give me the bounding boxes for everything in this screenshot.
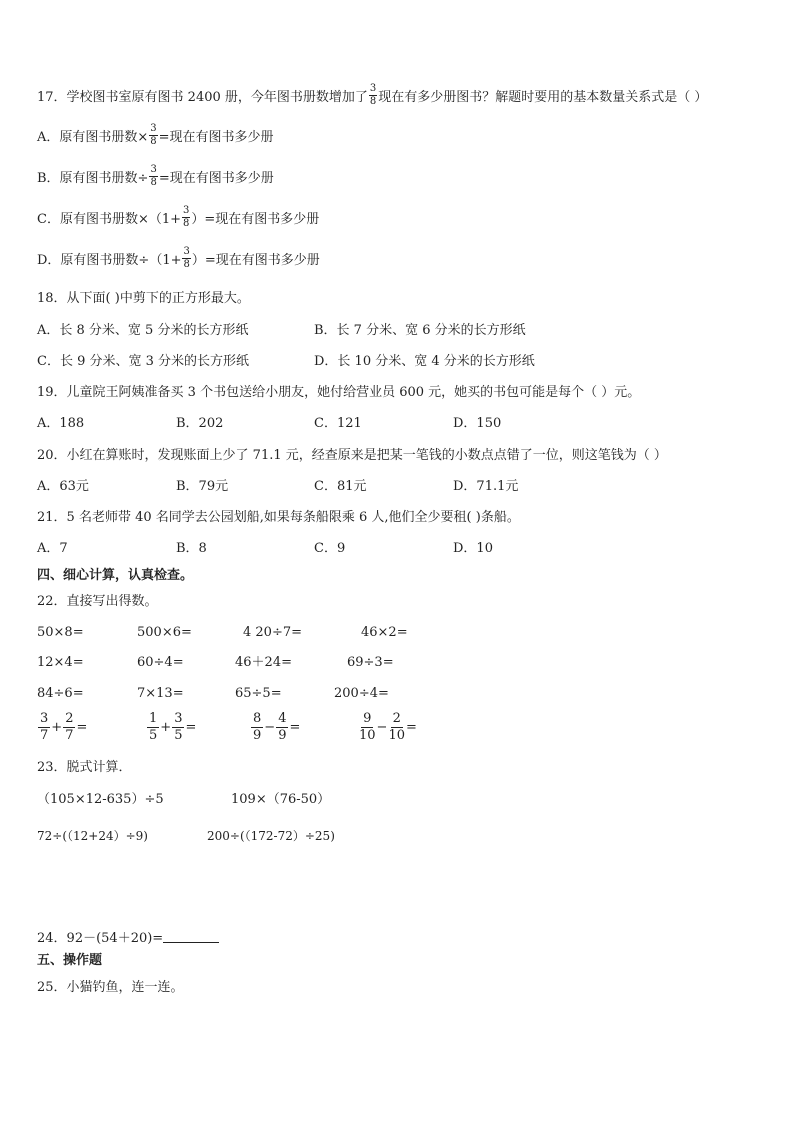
q24-text: 24．92－(54＋20)= <box>37 931 164 946</box>
fraction <box>182 247 190 270</box>
q22-item: 46×2= <box>361 625 408 640</box>
section-4-heading: 四、细心计算，认真检查。 <box>37 568 194 583</box>
q22-item: 500×6= <box>137 625 192 640</box>
fraction <box>359 712 376 742</box>
denominator: 5 <box>174 728 183 743</box>
numerator: 3 <box>150 123 157 134</box>
q22-fraction-item <box>146 712 196 742</box>
denominator: 8 <box>150 177 157 188</box>
q18-option-b[interactable]: B．长 7 分米、宽 6 分米的长方形纸 <box>314 323 526 338</box>
equals: = <box>185 719 197 735</box>
denominator: 7 <box>40 728 49 743</box>
q17-option-a[interactable] <box>37 124 274 147</box>
equals: = <box>406 719 417 735</box>
fraction <box>147 712 159 742</box>
numerator: 2 <box>65 711 74 726</box>
numerator: 3 <box>183 246 190 257</box>
fraction <box>388 712 405 742</box>
q19-option-a[interactable]: A．188 <box>37 416 85 431</box>
q20-option-b[interactable]: B．79元 <box>176 479 229 494</box>
q22-item: 46＋24= <box>235 655 292 670</box>
fraction <box>149 165 157 188</box>
denominator: 8 <box>183 218 190 229</box>
q21-option-c[interactable]: C．9 <box>314 541 346 556</box>
denominator: 10 <box>388 728 405 743</box>
option-text: A．原有图书册数× <box>37 130 149 145</box>
q20-option-a[interactable]: A．63元 <box>37 479 89 494</box>
numerator: 4 <box>278 711 287 726</box>
denominator: 8 <box>369 96 377 107</box>
q17-stem-part-a: 17．学校图书室原有图书 2400 册，今年图书册数增加了 <box>37 90 368 105</box>
q19-stem: 19．儿童院王阿姨准备买 3 个书包送给小朋友，她付给营业员 600 元，她买的书包可能是每个（ ）元。 <box>37 385 641 400</box>
option-text: D．原有图书册数÷（1+ <box>37 253 182 268</box>
q20-option-d[interactable]: D．71.1元 <box>453 479 519 494</box>
q18-option-d[interactable]: D．长 10 分米、宽 4 分米的长方形纸 <box>314 354 535 369</box>
numerator: 9 <box>363 711 372 726</box>
q22-item: 65÷5= <box>235 686 282 701</box>
q20-stem: 20．小红在算账时，发现账面上少了 71.1 元，经查原来是把某一笔钱的小数点点错了一位，则这笔钱为（ ） <box>37 448 667 463</box>
answer-blank[interactable] <box>163 930 219 943</box>
numerator: 1 <box>149 711 158 726</box>
operator: + <box>51 719 63 735</box>
option-text-end: =现在有图书多少册 <box>158 130 274 145</box>
q18-stem: 18．从下面( )中剪下的正方形最大。 <box>37 291 250 306</box>
q17-stem <box>37 84 707 107</box>
q17-option-d[interactable] <box>37 247 320 270</box>
q23-stem: 23．脱式计算． <box>37 760 132 775</box>
q21-stem: 21．5 名老师带 40 名同学去公园划船,如果每条船限乘 6 人,他们全少要租( )条船。 <box>37 510 520 525</box>
denominator: 7 <box>65 728 74 743</box>
q23-item: 109×（76-50） <box>231 792 331 807</box>
q18-option-a[interactable]: A．长 8 分米、宽 5 分米的长方形纸 <box>37 323 249 338</box>
q21-option-d[interactable]: D．10 <box>453 541 493 556</box>
denominator: 8 <box>150 136 157 147</box>
option-text-end: ）=现在有图书多少册 <box>191 253 320 268</box>
numerator: 3 <box>183 205 190 216</box>
fraction <box>149 124 157 147</box>
fraction <box>182 206 190 229</box>
operator: − <box>264 719 276 735</box>
equals: = <box>289 719 301 735</box>
q22-item: 200÷4= <box>334 686 389 701</box>
q21-option-a[interactable]: A．7 <box>37 541 68 556</box>
fraction <box>63 712 75 742</box>
q19-option-c[interactable]: C．121 <box>314 416 362 431</box>
q17-option-b[interactable] <box>37 165 274 188</box>
operator: + <box>160 719 172 735</box>
option-text: B．原有图书册数÷ <box>37 171 149 186</box>
numerator: 3 <box>150 164 157 175</box>
denominator: 8 <box>183 259 190 270</box>
numerator: 3 <box>369 83 377 94</box>
q23-item: 200÷(（172-72）÷25) <box>207 829 335 843</box>
numerator: 3 <box>174 711 183 726</box>
denominator: 9 <box>253 728 262 743</box>
q24 <box>37 927 219 946</box>
q23-item: （105×12-635）÷5 <box>37 792 164 807</box>
q25-stem: 25．小猫钓鱼，连一连。 <box>37 980 184 995</box>
numerator: 8 <box>253 711 262 726</box>
fraction <box>38 712 50 742</box>
q23-item: 72÷(（12+24）÷9) <box>37 829 148 843</box>
option-text-end: =现在有图书多少册 <box>158 171 274 186</box>
fraction <box>172 712 184 742</box>
q22-item: 60÷4= <box>137 655 184 670</box>
option-text: C．原有图书册数×（1+ <box>37 212 182 227</box>
q22-item: 69÷3= <box>347 655 394 670</box>
q22-item: 7×13= <box>137 686 184 701</box>
q19-option-d[interactable]: D．150 <box>453 416 502 431</box>
q22-item: 4 20÷7= <box>243 625 303 640</box>
option-text-end: ）=现在有图书多少册 <box>191 212 320 227</box>
q17-fraction <box>369 84 377 107</box>
q18-option-c[interactable]: C．长 9 分米、宽 3 分米的长方形纸 <box>37 354 250 369</box>
q22-stem: 22．直接写出得数。 <box>37 594 158 609</box>
q20-option-c[interactable]: C．81元 <box>314 479 367 494</box>
equals: = <box>76 719 88 735</box>
fraction <box>251 712 263 742</box>
q22-item: 12×4= <box>37 655 84 670</box>
q22-fraction-item <box>250 712 300 742</box>
q17-stem-part-b: 现在有多少册图书？解题时要用的基本数量关系式是（ ） <box>378 90 708 105</box>
q19-option-b[interactable]: B．202 <box>176 416 224 431</box>
fraction <box>276 712 288 742</box>
q22-item: 84÷6= <box>37 686 84 701</box>
numerator: 3 <box>40 711 49 726</box>
q17-option-c[interactable] <box>37 206 319 229</box>
section-5-heading: 五、操作题 <box>37 953 103 968</box>
denominator: 5 <box>149 728 158 743</box>
denominator: 10 <box>359 728 376 743</box>
q22-fraction-item <box>358 712 417 742</box>
denominator: 9 <box>278 728 287 743</box>
q21-option-b[interactable]: B．8 <box>176 541 207 556</box>
numerator: 2 <box>392 711 401 726</box>
q22-fraction-item <box>37 712 87 742</box>
q22-item: 50×8= <box>37 625 84 640</box>
operator: − <box>376 719 388 735</box>
